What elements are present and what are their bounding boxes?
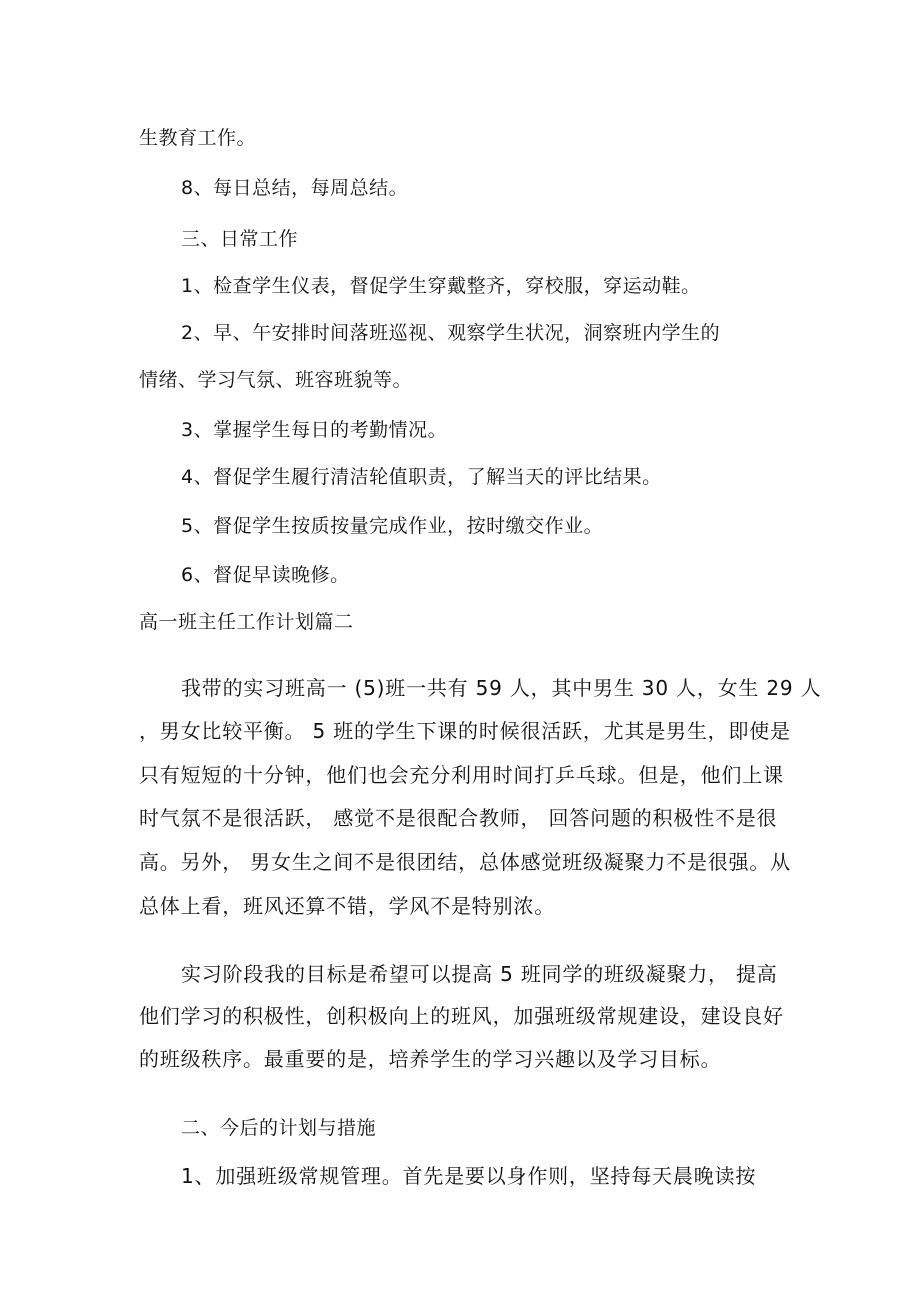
list-item: 5、督促学生按质按量完成作业，按时缴交作业。 (181, 515, 604, 537)
paragraph-line: 实习阶段我的目标是希望可以提高 5 班同学的班级凝聚力， 提高 (181, 962, 778, 986)
section-heading: 二、今后的计划与措施 (181, 1117, 377, 1139)
text-line: 情绪、学习气氛、班容班貌等。 (139, 369, 413, 391)
text-line: 生教育工作。 (139, 127, 257, 149)
paragraph-line: 的班级秩序。最重要的是，培养学生的学习兴趣以及学习目标。 (139, 1047, 722, 1071)
paragraph-line: 时气氛不是很活跃， 感觉不是很配合教师， 回答问题的积极性不是很 (139, 806, 778, 830)
list-item: 3、掌握学生每日的考勤情况。 (181, 419, 448, 441)
list-item: 8、每日总结，每周总结。 (181, 177, 409, 199)
paragraph-line: 总体上看，班风还算不错，学风不是特别浓。 (139, 894, 555, 918)
list-item: 6、督促早读晚修。 (181, 564, 350, 586)
paragraph-line: 高。另外， 男女生之间不是很团结，总体感觉班级凝聚力不是很强。从 (139, 850, 791, 874)
list-item: 4、督促学生履行清洁轮值职责，了解当天的评比结果。 (181, 466, 662, 488)
section-heading: 三、日常工作 (181, 228, 299, 250)
list-item: 1、检查学生仪表，督促学生穿戴整齐，穿校服，穿运动鞋。 (181, 275, 701, 297)
paragraph-line: ，男女比较平衡。 5 班的学生下课的时候很活跃，尤其是男生，即使是 (139, 719, 791, 743)
paragraph-line: 只有短短的十分钟，他们也会充分利用时间打乒乓球。但是，他们上课 (139, 763, 784, 787)
paragraph-line: 1、加强班级常规管理。首先是要以身作则，坚持每天晨晚读按 (181, 1164, 757, 1188)
paragraph-line: 他们学习的积极性，创积极向上的班风，加强班级常规建设，建设良好 (139, 1004, 784, 1028)
paragraph-line: 我带的实习班高一 (5)班一共有 59 人，其中男生 30 人，女生 29 人 (181, 676, 822, 700)
article-title: 高一班主任工作计划篇二 (139, 611, 354, 633)
list-item: 2、早、午安排时间落班巡视、观察学生状况，洞察班内学生的 (181, 322, 721, 344)
